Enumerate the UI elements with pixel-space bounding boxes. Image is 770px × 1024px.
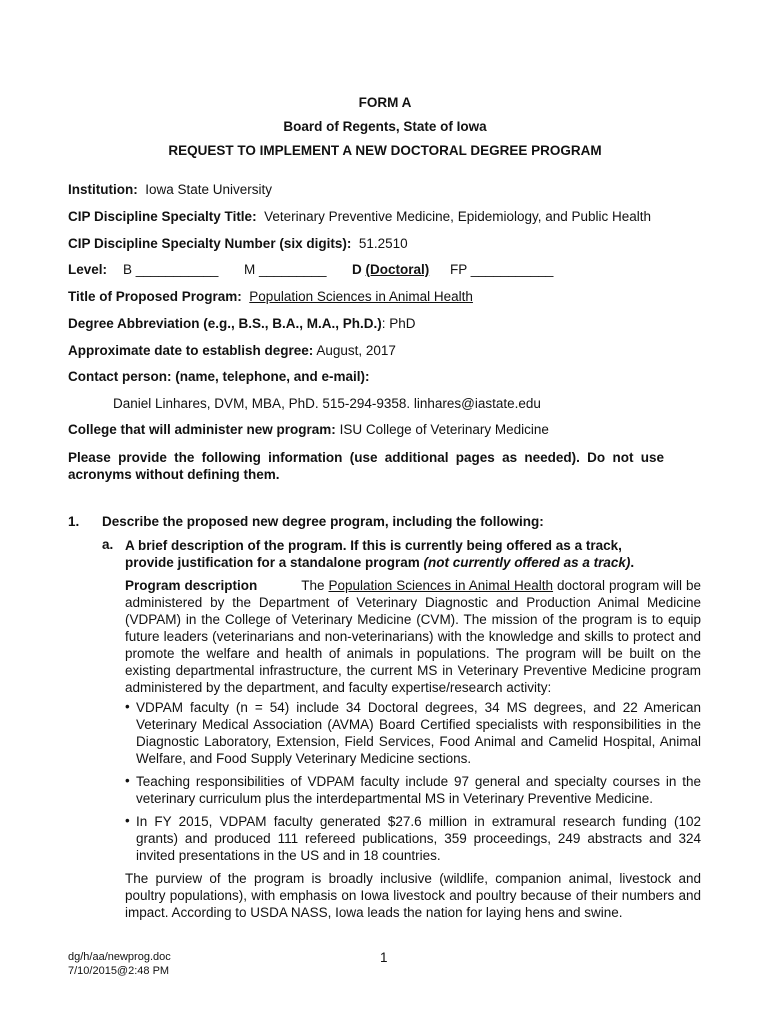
- cip-title-value: Veterinary Preventive Medicine, Epidemiology, and Public Health: [264, 209, 652, 224]
- program-description-name: Population Sciences in Animal Health: [328, 578, 554, 593]
- bullet-dot: •: [125, 699, 130, 714]
- date-field: [68, 343, 396, 358]
- program-description-label: Program description: [125, 578, 258, 593]
- degree-value: : PhD: [381, 316, 416, 331]
- item-a-text: [125, 537, 657, 571]
- institution-label: Institution:: [68, 182, 138, 197]
- college-value: ISU College of Veterinary Medicine: [339, 422, 549, 437]
- level-d-prefix: D: [352, 262, 366, 277]
- program-description-body: doctoral program will be administered by the Department of Veterinary Diagnostic and Production Animal Medicine (VDPAM) in the College of Veterinary Medicine (CVM). The mission of the program is to equip future leaders (veterinarians and non-veterinarians) with the knowledge and skills to protect and promote the welfare and health of animals in populations. The program will be built on the existing departmental infrastructure, the current MS in Veterinary Preventive Medicine program administered by the department, and faculty expertise/research activity:: [125, 578, 702, 695]
- footer-file: dg/h/aa/newprog.doc: [68, 951, 171, 963]
- bullet-item-faculty: VDPAM faculty (n = 54) include 34 Doctoral degrees, 34 MS degrees, and 22 American Veterinary Medical Association (AVMA) Board Certified specialists with responsibilities in the Diagnostic Laboratory, Extension, Field Services, Food Animal and Camelid Hospital, Animal Welfare, and Food Supply Veterinary Medicine sections.: [136, 700, 701, 766]
- institution-value: Iowa State University: [145, 182, 273, 197]
- level-field: [68, 262, 107, 277]
- section-1-heading: Describe the proposed new degree program, including the following:: [102, 514, 544, 529]
- item-a-italic: (not currently offered as a track): [423, 555, 631, 570]
- board-title: Board of Regents, State of Iowa: [283, 119, 487, 134]
- section-1-number: 1.: [68, 514, 80, 529]
- level-m: M _________: [244, 262, 327, 277]
- program-description-lead: The: [301, 578, 329, 593]
- item-a-main: A brief description of the program. If this is currently being offered as a track, provide justification for a standalone program: [125, 538, 622, 570]
- level-label: Level:: [68, 262, 108, 277]
- form-title: FORM A: [358, 95, 412, 110]
- college-label: College that will administer new program:: [68, 422, 336, 437]
- item-a-letter: a.: [102, 537, 114, 552]
- date-label: Approximate date to establish degree:: [68, 343, 314, 358]
- footer-date: 7/10/2015@2:48 PM: [68, 965, 170, 977]
- program-title-label: Title of Proposed Program:: [68, 289, 242, 304]
- bullet-dot: •: [125, 773, 130, 788]
- cip-number-field: [68, 236, 408, 251]
- contact-label: Contact person: (name, telephone, and e-mail):: [68, 369, 370, 384]
- cip-title-field: [68, 209, 651, 224]
- contact-value: Daniel Linhares, DVM, MBA, PhD. 515-294-9358. linhares@iastate.edu: [113, 396, 541, 411]
- request-title: REQUEST TO IMPLEMENT A NEW DOCTORAL DEGREE PROGRAM: [168, 143, 602, 158]
- level-b: B ___________: [123, 262, 219, 277]
- level-d: [352, 262, 429, 277]
- contact-field: [68, 369, 370, 384]
- page-number: 1: [380, 950, 388, 965]
- degree-field: [68, 316, 416, 331]
- instructions: Please provide the following information (use additional pages as needed). Do not use acronyms without defining them.: [68, 450, 664, 482]
- bullet-dot: •: [125, 813, 130, 828]
- program-title-value: Population Sciences in Animal Health: [249, 289, 473, 304]
- college-field: [68, 422, 549, 437]
- bullet-item-research: In FY 2015, VDPAM faculty generated $27.6 million in extramural research funding (102 grants) and produced 111 refereed publications, 359 proceedings, 249 abstracts and 324 invited presentations in the US and in 18 countries.: [136, 814, 701, 863]
- institution-field: [68, 182, 272, 197]
- program-title-field: [68, 289, 473, 304]
- level-fp: FP ___________: [450, 262, 554, 277]
- date-value: August, 2017: [316, 343, 396, 358]
- bullet-item-teaching: Teaching responsibilities of VDPAM faculty include 97 general and specialty courses in the veterinary curriculum plus the interdepartmental MS in Veterinary Preventive Medicine.: [136, 774, 701, 806]
- cip-title-label: CIP Discipline Specialty Title:: [68, 209, 257, 224]
- purview-paragraph: The purview of the program is broadly inclusive (wildlife, companion animal, livestock and poultry populations), with emphasis on Iowa livestock and poultry because of their numbers and impact. According to USDA NASS, Iowa leads the nation for laying hens and swine.: [125, 871, 701, 920]
- cip-number-label: CIP Discipline Specialty Number (six digits):: [68, 236, 352, 251]
- program-description: [125, 577, 701, 696]
- level-d-value: (Doctoral): [365, 262, 430, 277]
- cip-number-value: 51.2510: [358, 236, 408, 251]
- degree-label: Degree Abbreviation (e.g., B.S., B.A., M.A., Ph.D.): [68, 316, 382, 331]
- item-a-end: .: [630, 555, 635, 570]
